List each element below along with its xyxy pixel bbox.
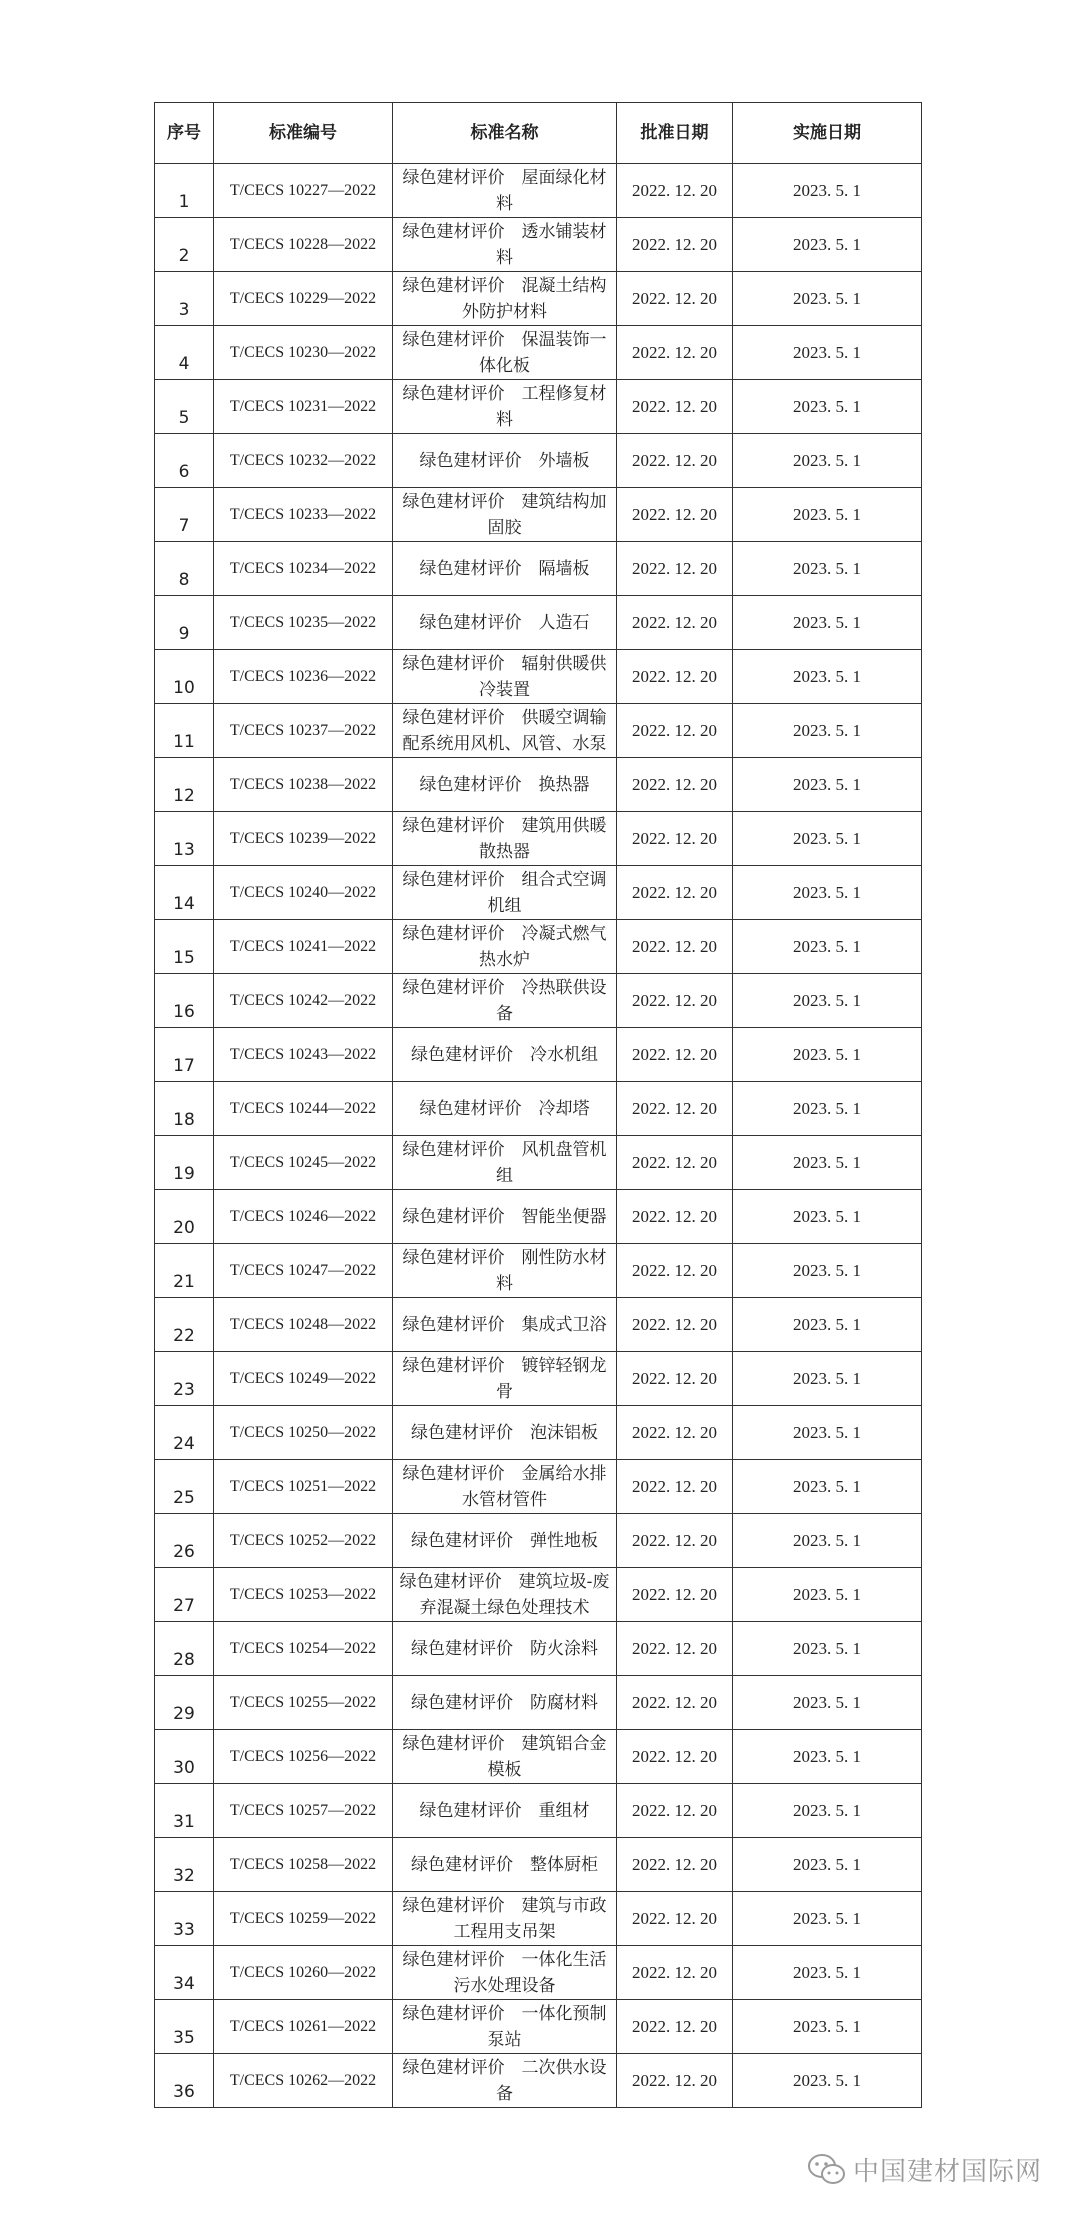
table-row: [155, 1028, 922, 1082]
table-row: [155, 650, 922, 704]
serial-no-cell: 24: [155, 1406, 214, 1460]
standard-code-cell: T/CECS 10259—2022: [214, 1892, 393, 1946]
standard-name-cell: 绿色建材评价 冷凝式燃气热水炉: [393, 920, 617, 974]
standard-name-cell: 绿色建材评价 弹性地板: [393, 1514, 617, 1568]
standard-code-cell: T/CECS 10227—2022: [214, 164, 393, 218]
implement-date-cell: 2023. 5. 1: [733, 596, 922, 650]
standard-code-cell: T/CECS 10237—2022: [214, 704, 393, 758]
implement-date-cell: 2023. 5. 1: [733, 758, 922, 812]
standard-name-cell: 绿色建材评价 泡沫铝板: [393, 1406, 617, 1460]
table-row: [155, 434, 922, 488]
standard-name-cell: 绿色建材评价 建筑结构加固胶: [393, 488, 617, 542]
serial-no-cell: 28: [155, 1622, 214, 1676]
approve-date-cell: 2022. 12. 20: [617, 434, 733, 488]
approve-date-cell: 2022. 12. 20: [617, 704, 733, 758]
serial-no-cell: 25: [155, 1460, 214, 1514]
standards-table-container: [154, 102, 921, 2108]
table-row: [155, 1676, 922, 1730]
approve-date-cell: 2022. 12. 20: [617, 1244, 733, 1298]
serial-no-cell: 31: [155, 1784, 214, 1838]
table-row: [155, 920, 922, 974]
approve-date-cell: 2022. 12. 20: [617, 920, 733, 974]
standard-name-cell: 绿色建材评价 刚性防水材料: [393, 1244, 617, 1298]
implement-date-cell: 2023. 5. 1: [733, 2054, 922, 2108]
approve-date-cell: 2022. 12. 20: [617, 326, 733, 380]
standard-name-cell: 绿色建材评价 换热器: [393, 758, 617, 812]
standard-name-cell: 绿色建材评价 冷水机组: [393, 1028, 617, 1082]
table-row: [155, 1622, 922, 1676]
implement-date-cell: 2023. 5. 1: [733, 326, 922, 380]
implement-date-cell: 2023. 5. 1: [733, 1352, 922, 1406]
standard-code-cell: T/CECS 10255—2022: [214, 1676, 393, 1730]
table-row: [155, 1460, 922, 1514]
standard-code-cell: T/CECS 10245—2022: [214, 1136, 393, 1190]
standard-name-cell: 绿色建材评价 保温装饰一体化板: [393, 326, 617, 380]
table-row: [155, 1352, 922, 1406]
serial-no-cell: 16: [155, 974, 214, 1028]
standard-code-cell: T/CECS 10258—2022: [214, 1838, 393, 1892]
implement-date-cell: 2023. 5. 1: [733, 1136, 922, 1190]
standard-code-cell: T/CECS 10241—2022: [214, 920, 393, 974]
serial-no-cell: 13: [155, 812, 214, 866]
implement-date-cell: 2023. 5. 1: [733, 1190, 922, 1244]
implement-date-cell: 2023. 5. 1: [733, 812, 922, 866]
standard-name-cell: 绿色建材评价 混凝土结构外防护材料: [393, 272, 617, 326]
table-row: [155, 866, 922, 920]
table-row: [155, 812, 922, 866]
table-row: [155, 1784, 922, 1838]
approve-date-cell: 2022. 12. 20: [617, 1190, 733, 1244]
header-standard-code: 标准编号: [214, 103, 393, 164]
standard-name-cell: 绿色建材评价 重组材: [393, 1784, 617, 1838]
implement-date-cell: 2023. 5. 1: [733, 1082, 922, 1136]
standard-code-cell: T/CECS 10247—2022: [214, 1244, 393, 1298]
standard-code-cell: T/CECS 10254—2022: [214, 1622, 393, 1676]
table-row: [155, 1730, 922, 1784]
approve-date-cell: 2022. 12. 20: [617, 1784, 733, 1838]
implement-date-cell: 2023. 5. 1: [733, 542, 922, 596]
table-row: [155, 974, 922, 1028]
standard-name-cell: 绿色建材评价 冷却塔: [393, 1082, 617, 1136]
standard-name-cell: 绿色建材评价 供暖空调输配系统用风机、风管、水泵: [393, 704, 617, 758]
serial-no-cell: 36: [155, 2054, 214, 2108]
approve-date-cell: 2022. 12. 20: [617, 2000, 733, 2054]
standard-name-cell: 绿色建材评价 整体厨柜: [393, 1838, 617, 1892]
standard-name-cell: 绿色建材评价 工程修复材料: [393, 380, 617, 434]
approve-date-cell: 2022. 12. 20: [617, 1352, 733, 1406]
serial-no-cell: 11: [155, 704, 214, 758]
standard-code-cell: T/CECS 10248—2022: [214, 1298, 393, 1352]
approve-date-cell: 2022. 12. 20: [617, 272, 733, 326]
serial-no-cell: 19: [155, 1136, 214, 1190]
table-row: [155, 380, 922, 434]
standard-name-cell: 绿色建材评价 一体化预制泵站: [393, 2000, 617, 2054]
table-row: [155, 1244, 922, 1298]
table-row: [155, 1568, 922, 1622]
serial-no-cell: 18: [155, 1082, 214, 1136]
approve-date-cell: 2022. 12. 20: [617, 1514, 733, 1568]
standard-code-cell: T/CECS 10243—2022: [214, 1028, 393, 1082]
standard-code-cell: T/CECS 10260—2022: [214, 1946, 393, 2000]
standard-name-cell: 绿色建材评价 集成式卫浴: [393, 1298, 617, 1352]
serial-no-cell: 30: [155, 1730, 214, 1784]
implement-date-cell: 2023. 5. 1: [733, 1298, 922, 1352]
table-row: [155, 542, 922, 596]
standard-name-cell: 绿色建材评价 金属给水排水管材管件: [393, 1460, 617, 1514]
approve-date-cell: 2022. 12. 20: [617, 974, 733, 1028]
approve-date-cell: 2022. 12. 20: [617, 1298, 733, 1352]
implement-date-cell: 2023. 5. 1: [733, 1622, 922, 1676]
standard-name-cell: 绿色建材评价 防火涂料: [393, 1622, 617, 1676]
serial-no-cell: 35: [155, 2000, 214, 2054]
standard-name-cell: 绿色建材评价 透水铺装材料: [393, 218, 617, 272]
table-row: [155, 164, 922, 218]
serial-no-cell: 10: [155, 650, 214, 704]
implement-date-cell: 2023. 5. 1: [733, 1568, 922, 1622]
serial-no-cell: 21: [155, 1244, 214, 1298]
serial-no-cell: 17: [155, 1028, 214, 1082]
standard-code-cell: T/CECS 10238—2022: [214, 758, 393, 812]
watermark-text: 中国建材国际网: [852, 2157, 1042, 2187]
serial-no-cell: 9: [155, 596, 214, 650]
approve-date-cell: 2022. 12. 20: [617, 596, 733, 650]
approve-date-cell: 2022. 12. 20: [617, 1622, 733, 1676]
standard-name-cell: 绿色建材评价 一体化生活污水处理设备: [393, 1946, 617, 2000]
header-approve-date: 批准日期: [617, 103, 733, 164]
approve-date-cell: 2022. 12. 20: [617, 488, 733, 542]
serial-no-cell: 22: [155, 1298, 214, 1352]
standard-name-cell: 绿色建材评价 建筑用供暖散热器: [393, 812, 617, 866]
table-row: [155, 1946, 922, 2000]
serial-no-cell: 20: [155, 1190, 214, 1244]
implement-date-cell: 2023. 5. 1: [733, 488, 922, 542]
table-header-row: [155, 103, 922, 164]
approve-date-cell: 2022. 12. 20: [617, 1568, 733, 1622]
standard-name-cell: 绿色建材评价 隔墙板: [393, 542, 617, 596]
approve-date-cell: 2022. 12. 20: [617, 542, 733, 596]
implement-date-cell: 2023. 5. 1: [733, 1892, 922, 1946]
standard-code-cell: T/CECS 10230—2022: [214, 326, 393, 380]
table-row: [155, 1838, 922, 1892]
table-row: [155, 1136, 922, 1190]
table-row: [155, 2054, 922, 2108]
serial-no-cell: 34: [155, 1946, 214, 2000]
approve-date-cell: 2022. 12. 20: [617, 380, 733, 434]
approve-date-cell: 2022. 12. 20: [617, 2054, 733, 2108]
standard-code-cell: T/CECS 10242—2022: [214, 974, 393, 1028]
wechat-icon: [807, 2153, 847, 2187]
table-row: [155, 758, 922, 812]
implement-date-cell: 2023. 5. 1: [733, 1730, 922, 1784]
approve-date-cell: 2022. 12. 20: [617, 1082, 733, 1136]
standard-name-cell: 绿色建材评价 冷热联供设备: [393, 974, 617, 1028]
standard-code-cell: T/CECS 10261—2022: [214, 2000, 393, 2054]
header-implement-date: 实施日期: [733, 103, 922, 164]
table-row: [155, 1406, 922, 1460]
approve-date-cell: 2022. 12. 20: [617, 866, 733, 920]
approve-date-cell: 2022. 12. 20: [617, 1460, 733, 1514]
standard-code-cell: T/CECS 10235—2022: [214, 596, 393, 650]
table-row: [155, 326, 922, 380]
implement-date-cell: 2023. 5. 1: [733, 1244, 922, 1298]
implement-date-cell: 2023. 5. 1: [733, 866, 922, 920]
table-row: [155, 218, 922, 272]
serial-no-cell: 33: [155, 1892, 214, 1946]
standard-code-cell: T/CECS 10249—2022: [214, 1352, 393, 1406]
approve-date-cell: 2022. 12. 20: [617, 650, 733, 704]
serial-no-cell: 1: [155, 164, 214, 218]
standard-name-cell: 绿色建材评价 人造石: [393, 596, 617, 650]
standard-name-cell: 绿色建材评价 建筑铝合金模板: [393, 1730, 617, 1784]
approve-date-cell: 2022. 12. 20: [617, 758, 733, 812]
standard-name-cell: 绿色建材评价 风机盘管机组: [393, 1136, 617, 1190]
implement-date-cell: 2023. 5. 1: [733, 1784, 922, 1838]
standard-name-cell: 绿色建材评价 外墙板: [393, 434, 617, 488]
table-row: [155, 1082, 922, 1136]
serial-no-cell: 12: [155, 758, 214, 812]
implement-date-cell: 2023. 5. 1: [733, 1838, 922, 1892]
standard-code-cell: T/CECS 10256—2022: [214, 1730, 393, 1784]
approve-date-cell: 2022. 12. 20: [617, 812, 733, 866]
serial-no-cell: 27: [155, 1568, 214, 1622]
approve-date-cell: 2022. 12. 20: [617, 1676, 733, 1730]
implement-date-cell: 2023. 5. 1: [733, 1460, 922, 1514]
standard-code-cell: T/CECS 10250—2022: [214, 1406, 393, 1460]
standard-code-cell: T/CECS 10228—2022: [214, 218, 393, 272]
watermark: [807, 2151, 1042, 2188]
implement-date-cell: 2023. 5. 1: [733, 1406, 922, 1460]
standard-code-cell: T/CECS 10257—2022: [214, 1784, 393, 1838]
approve-date-cell: 2022. 12. 20: [617, 1730, 733, 1784]
approve-date-cell: 2022. 12. 20: [617, 1136, 733, 1190]
standards-table: [154, 102, 922, 2108]
implement-date-cell: 2023. 5. 1: [733, 272, 922, 326]
approve-date-cell: 2022. 12. 20: [617, 218, 733, 272]
implement-date-cell: 2023. 5. 1: [733, 434, 922, 488]
serial-no-cell: 32: [155, 1838, 214, 1892]
table-row: [155, 1514, 922, 1568]
standard-name-cell: 绿色建材评价 建筑与市政工程用支吊架: [393, 1892, 617, 1946]
standard-name-cell: 绿色建材评价 镀锌轻钢龙骨: [393, 1352, 617, 1406]
approve-date-cell: 2022. 12. 20: [617, 1406, 733, 1460]
table-row: [155, 1892, 922, 1946]
approve-date-cell: 2022. 12. 20: [617, 1946, 733, 2000]
standard-code-cell: T/CECS 10252—2022: [214, 1514, 393, 1568]
table-row: [155, 704, 922, 758]
standard-code-cell: T/CECS 10244—2022: [214, 1082, 393, 1136]
serial-no-cell: 2: [155, 218, 214, 272]
standard-code-cell: T/CECS 10253—2022: [214, 1568, 393, 1622]
serial-no-cell: 3: [155, 272, 214, 326]
implement-date-cell: 2023. 5. 1: [733, 164, 922, 218]
implement-date-cell: 2023. 5. 1: [733, 704, 922, 758]
table-row: [155, 488, 922, 542]
table-row: [155, 2000, 922, 2054]
serial-no-cell: 29: [155, 1676, 214, 1730]
standard-name-cell: 绿色建材评价 屋面绿化材料: [393, 164, 617, 218]
standard-name-cell: 绿色建材评价 组合式空调机组: [393, 866, 617, 920]
header-standard-name: 标准名称: [393, 103, 617, 164]
approve-date-cell: 2022. 12. 20: [617, 1838, 733, 1892]
serial-no-cell: 8: [155, 542, 214, 596]
approve-date-cell: 2022. 12. 20: [617, 164, 733, 218]
standard-code-cell: T/CECS 10239—2022: [214, 812, 393, 866]
implement-date-cell: 2023. 5. 1: [733, 1946, 922, 2000]
standard-name-cell: 绿色建材评价 智能坐便器: [393, 1190, 617, 1244]
implement-date-cell: 2023. 5. 1: [733, 380, 922, 434]
standard-code-cell: T/CECS 10236—2022: [214, 650, 393, 704]
standard-code-cell: T/CECS 10234—2022: [214, 542, 393, 596]
implement-date-cell: 2023. 5. 1: [733, 1514, 922, 1568]
implement-date-cell: 2023. 5. 1: [733, 218, 922, 272]
implement-date-cell: 2023. 5. 1: [733, 1028, 922, 1082]
approve-date-cell: 2022. 12. 20: [617, 1892, 733, 1946]
table-row: [155, 1190, 922, 1244]
serial-no-cell: 6: [155, 434, 214, 488]
standard-code-cell: T/CECS 10229—2022: [214, 272, 393, 326]
serial-no-cell: 23: [155, 1352, 214, 1406]
standard-name-cell: 绿色建材评价 建筑垃圾-废弃混凝土绿色处理技术: [393, 1568, 617, 1622]
implement-date-cell: 2023. 5. 1: [733, 650, 922, 704]
standard-name-cell: 绿色建材评价 辐射供暖供冷装置: [393, 650, 617, 704]
approve-date-cell: 2022. 12. 20: [617, 1028, 733, 1082]
serial-no-cell: 14: [155, 866, 214, 920]
table-row: [155, 272, 922, 326]
standard-name-cell: 绿色建材评价 二次供水设备: [393, 2054, 617, 2108]
standard-name-cell: 绿色建材评价 防腐材料: [393, 1676, 617, 1730]
serial-no-cell: 15: [155, 920, 214, 974]
serial-no-cell: 5: [155, 380, 214, 434]
implement-date-cell: 2023. 5. 1: [733, 2000, 922, 2054]
serial-no-cell: 7: [155, 488, 214, 542]
serial-no-cell: 4: [155, 326, 214, 380]
standard-code-cell: T/CECS 10231—2022: [214, 380, 393, 434]
standard-code-cell: T/CECS 10262—2022: [214, 2054, 393, 2108]
implement-date-cell: 2023. 5. 1: [733, 920, 922, 974]
standard-code-cell: T/CECS 10251—2022: [214, 1460, 393, 1514]
table-body: [155, 164, 922, 2108]
standard-code-cell: T/CECS 10240—2022: [214, 866, 393, 920]
standard-code-cell: T/CECS 10232—2022: [214, 434, 393, 488]
implement-date-cell: 2023. 5. 1: [733, 974, 922, 1028]
standard-code-cell: T/CECS 10246—2022: [214, 1190, 393, 1244]
table-row: [155, 1298, 922, 1352]
standard-code-cell: T/CECS 10233—2022: [214, 488, 393, 542]
serial-no-cell: 26: [155, 1514, 214, 1568]
table-row: [155, 596, 922, 650]
header-serial-no: 序号: [155, 103, 214, 164]
implement-date-cell: 2023. 5. 1: [733, 1676, 922, 1730]
